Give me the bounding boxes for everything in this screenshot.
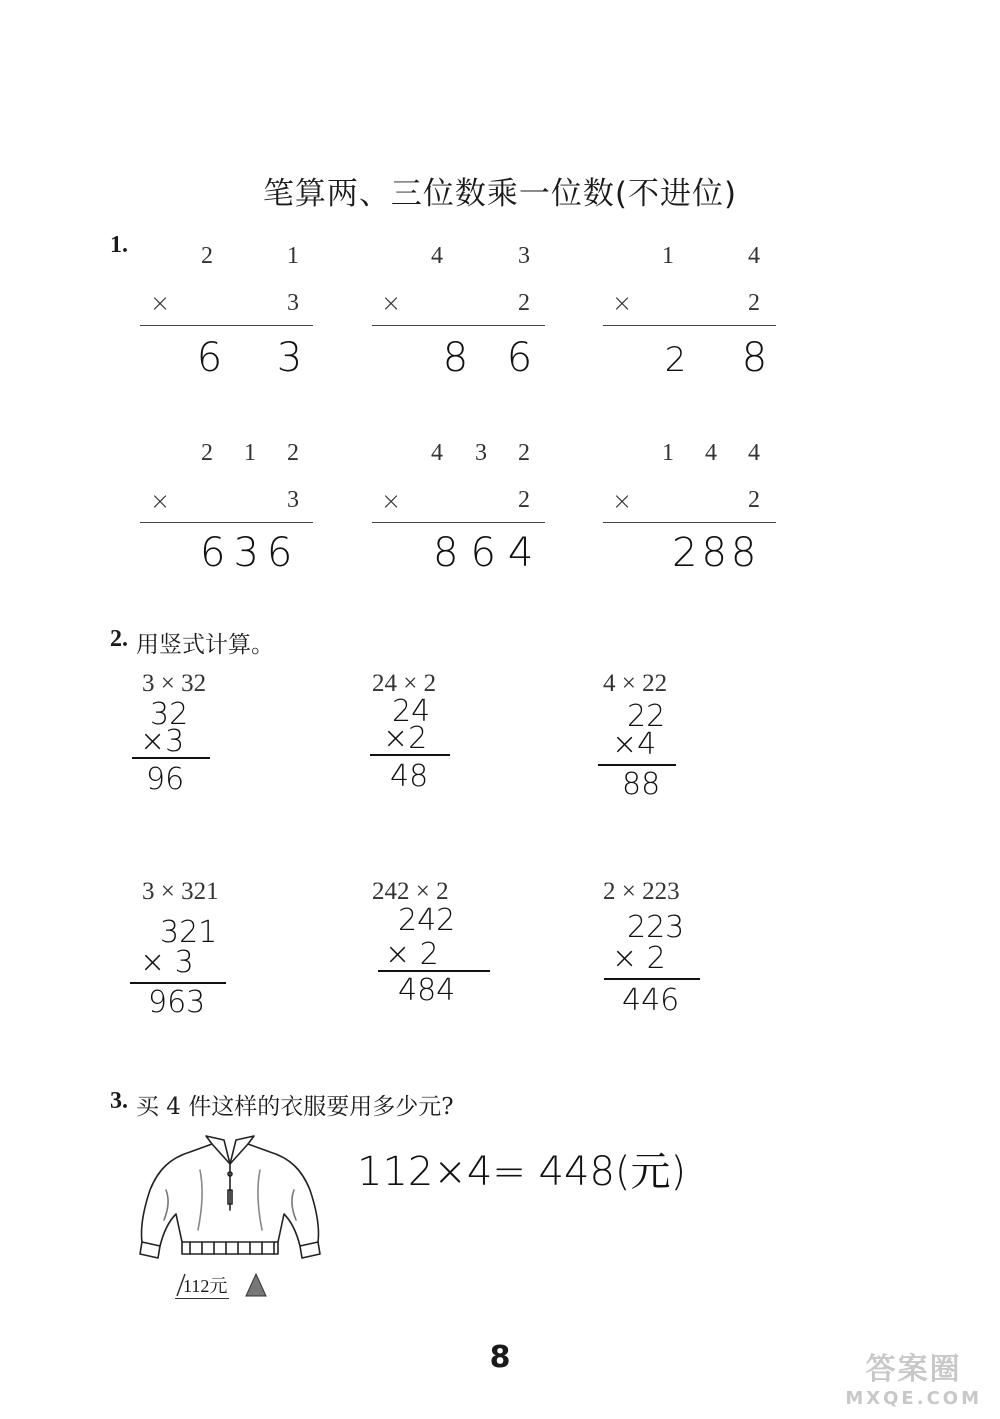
- answer-line: [603, 522, 776, 523]
- handwritten-top-number: 321: [160, 915, 218, 950]
- handwritten-top-number: 24: [392, 694, 431, 729]
- watermark-text: 答案圈: [865, 1352, 962, 1387]
- answer-line: [372, 325, 545, 326]
- times-sign: ×: [150, 487, 171, 515]
- times-sign: ×: [612, 289, 633, 317]
- question-2-number: 2.: [110, 626, 128, 652]
- handwritten-top-number: 22: [627, 699, 666, 734]
- handwritten-line: [132, 757, 210, 759]
- multiplication-expression: 3 × 32: [142, 670, 207, 697]
- tag-triangle-icon: [244, 1272, 268, 1298]
- handwritten-result: 96: [146, 762, 185, 797]
- handwritten-digit: 6: [196, 335, 224, 381]
- printed-digit: 2: [201, 243, 213, 269]
- printed-digit: 4: [748, 440, 760, 466]
- printed-digit: 2: [518, 290, 530, 316]
- handwritten-top-number: 242: [398, 903, 456, 938]
- multiplication-expression: 242 × 2: [372, 878, 449, 905]
- watermark-url: MXQE.COM: [845, 1388, 982, 1409]
- printed-digit: 1: [244, 440, 256, 466]
- handwritten-line: [130, 982, 226, 984]
- price-tag: 112元: [175, 1272, 229, 1299]
- answer-line: [603, 325, 776, 326]
- handwritten-top-number: 32: [150, 697, 189, 732]
- printed-digit: 2: [287, 440, 299, 466]
- printed-digit: 1: [287, 243, 299, 269]
- sweater-illustration: [130, 1130, 330, 1270]
- multiplication-expression: 4 × 22: [603, 670, 668, 697]
- handwritten-result: 48: [390, 759, 429, 794]
- printed-digit: 2: [748, 487, 760, 513]
- handwritten-digit: 3: [276, 335, 304, 381]
- handwritten-line: [378, 970, 490, 972]
- handwritten-result: 484: [398, 973, 456, 1008]
- handwritten-top-number: 223: [627, 910, 685, 945]
- times-sign: ×: [150, 289, 171, 317]
- handwritten-line: [598, 764, 676, 766]
- question-3-text: 买 4 件这样的衣服要用多少元?: [136, 1094, 454, 1120]
- times-sign: ×: [612, 487, 633, 515]
- printed-digit: 3: [475, 440, 487, 466]
- handwritten-multiplier: ×3: [140, 724, 185, 759]
- handwritten-digit: 2: [664, 340, 688, 380]
- handwritten-digit: 6: [506, 335, 534, 381]
- handwritten-multiplier: × 3: [140, 945, 194, 980]
- handwritten-result: 963: [148, 985, 206, 1020]
- handwritten-multiplier: × 2: [385, 937, 439, 972]
- multiplication-expression: 2 × 223: [603, 878, 680, 905]
- printed-digit: 3: [287, 290, 299, 316]
- handwritten-multiplier: × 2: [612, 941, 666, 976]
- printed-digit: 2: [518, 440, 530, 466]
- multiplication-expression: 3 × 321: [142, 878, 219, 905]
- answer-line: [372, 522, 545, 523]
- answer-line: [140, 522, 313, 523]
- multiplication-expression: 24 × 2: [372, 670, 437, 697]
- handwritten-answer: 288: [672, 530, 761, 576]
- page-title: 笔算两、三位数乘一位数(不进位): [262, 176, 738, 212]
- printed-digit: 4: [705, 440, 717, 466]
- printed-digit: 2: [201, 440, 213, 466]
- times-sign: ×: [381, 487, 402, 515]
- question-2-text: 用竖式计算。: [136, 632, 274, 658]
- handwritten-digit: 8: [741, 335, 769, 381]
- page-number: 8: [489, 1340, 511, 1375]
- printed-digit: 4: [431, 243, 443, 269]
- watermark-logo: [845, 1344, 982, 1409]
- handwritten-result: 88: [622, 767, 661, 802]
- printed-digit: 4: [431, 440, 443, 466]
- handwritten-answer: 636: [200, 530, 301, 576]
- printed-digit: 4: [748, 243, 760, 269]
- handwritten-line: [604, 978, 700, 980]
- handwritten-answer: 112×4= 448(元): [357, 1149, 687, 1195]
- answer-line: [140, 325, 313, 326]
- printed-digit: 1: [662, 243, 674, 269]
- handwritten-multiplier: ×4: [612, 727, 657, 762]
- printed-digit: 3: [518, 243, 530, 269]
- question-3-number: 3.: [110, 1088, 128, 1114]
- question-1-number: 1.: [110, 232, 128, 258]
- times-sign: ×: [381, 289, 402, 317]
- handwritten-result: 446: [622, 983, 680, 1018]
- printed-digit: 2: [518, 487, 530, 513]
- printed-digit: 1: [662, 440, 674, 466]
- printed-digit: 3: [287, 487, 299, 513]
- printed-digit: 2: [748, 290, 760, 316]
- handwritten-digit: 8: [442, 335, 470, 381]
- handwritten-multiplier: ×2: [383, 721, 428, 756]
- handwritten-line: [370, 754, 450, 756]
- handwritten-answer: 864: [433, 530, 546, 576]
